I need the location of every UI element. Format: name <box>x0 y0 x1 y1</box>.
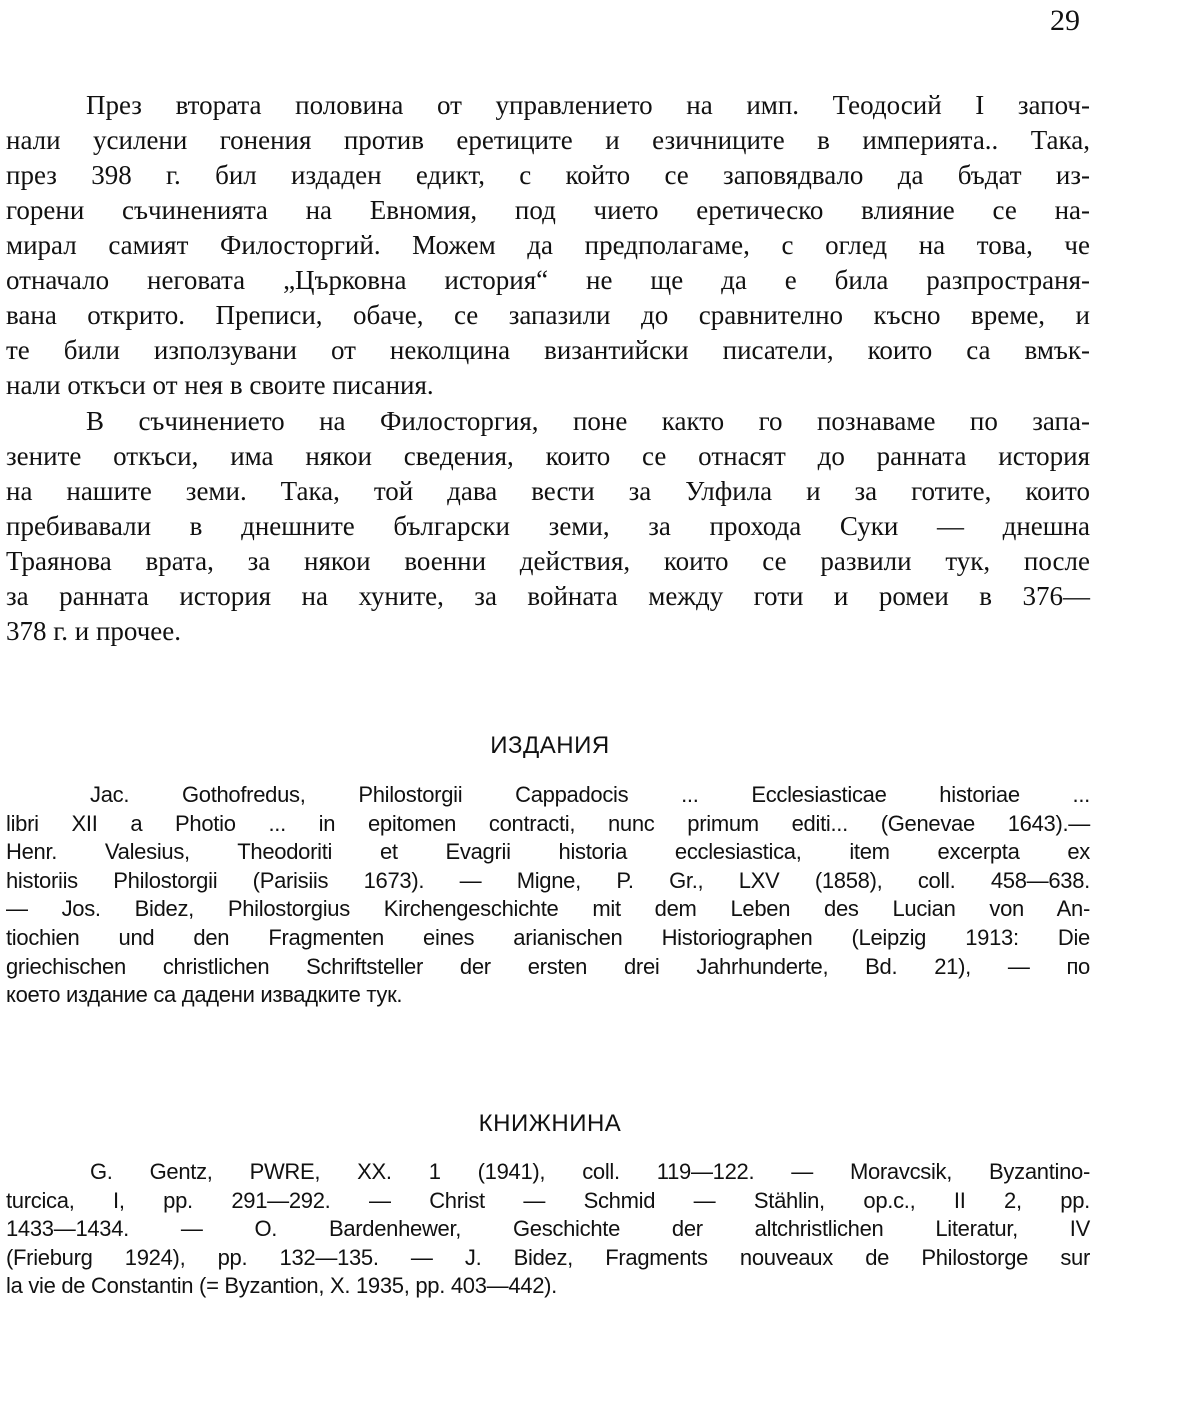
text-line: нали усилени гонения против еретиците и езичниците в империята.. Така, <box>6 125 1090 155</box>
text-line: вана открито. Преписи, обаче, се запазили до сравнително късно време, и <box>6 300 1090 330</box>
body-paragraph-1 <box>6 88 1090 403</box>
bib-line: tiochien und den Fragmenten eines arianischen Historiographen (Leipzig 1913: Die <box>6 924 1090 950</box>
editions-heading: ИЗДАНИЯ <box>490 732 610 759</box>
text-line: През втората половина от управлението на имп. Теодосий I започ- <box>86 90 1090 120</box>
body-paragraph-2 <box>6 404 1090 649</box>
bib-line: historiis Philostorgii (Parisiis 1673). — Migne, P. Gr., LXV (1858), coll. 458—638. <box>6 867 1090 893</box>
bib-line: turcica, I, pp. 291—292. — Christ — Schmid — Stählin, op.c., II 2, pp. <box>6 1187 1090 1213</box>
editions-list <box>6 781 1090 1010</box>
text-line: те били използувани от неколцина византийски писатели, които са вмък- <box>6 335 1090 365</box>
bib-line: което издание са дадени извадките тук. <box>6 982 403 1008</box>
bib-line: libri XII a Photio ... in epitomen contracti, nunc primum editi... (Genevae 1643).— <box>6 810 1090 836</box>
bib-line: griechischen christlichen Schriftsteller der ersten drei Jahrhunderte, Bd. 21), — по <box>6 953 1090 979</box>
literature-list <box>6 1158 1090 1301</box>
bib-line: (Frieburg 1924), pp. 132—135. — J. Bidez, Fragments nouveaux de Philostorge sur <box>6 1244 1090 1270</box>
text-line: за ранната история на хуните, за войната между готи и ромеи в 376— <box>6 581 1090 611</box>
text-line: отначало неговата „Църковна история“ не ще да е била разпространя- <box>6 265 1090 295</box>
text-line: през 398 г. бил издаден едикт, с който се заповядвало да бъдат из- <box>6 160 1090 190</box>
text-line: В съчинението на Филосторгия, поне както го познаваме по запа- <box>86 406 1090 436</box>
bib-line: G. Gentz, PWRE, XX. 1 (1941), coll. 119—122. — Moravcsik, Byzantino- <box>90 1159 1090 1184</box>
text-line: 378 г. и прочее. <box>6 616 182 646</box>
literature-heading: КНИЖНИНА <box>478 1110 622 1137</box>
text-line: горени съчиненията на Евномия, под чието еретическо влияние се на- <box>6 195 1090 225</box>
bib-line: 1433—1434. — O. Bardenhewer, Geschichte der altchristlichen Literatur, IV <box>6 1216 1090 1242</box>
text-line: Траянова врата, за някои военни действия, които се развили тук, после <box>6 546 1090 576</box>
text-line: нали откъси от нея в своите писания. <box>6 370 434 400</box>
bib-line: Henr. Valesius, Theodoriti et Evagrii historia ecclesiastica, item excerpta ex <box>6 839 1090 865</box>
bib-line: Jac. Gothofredus, Philostorgii Cappadocis ... Ecclesiasticae historiae ... <box>90 782 1090 807</box>
text-line: пребивавали в днешните български земи, за прохода Суки — днешна <box>6 511 1090 541</box>
bib-line: — Jos. Bidez, Philostorgius Kirchengeschichte mit dem Leben des Lucian von An- <box>6 896 1090 922</box>
text-line: на нашите земи. Така, той дава вести за Улфила и за готите, които <box>6 476 1090 506</box>
page-number: 29 <box>1050 4 1080 37</box>
text-line: мирал самият Филосторгий. Можем да предполагаме, с оглед на това, че <box>6 230 1090 260</box>
bib-line: la vie de Constantin (= Byzantion, X. 1935, pp. 403—442). <box>6 1273 557 1299</box>
text-line: зените откъси, има някои сведения, които се отнасят до ранната история <box>6 441 1090 471</box>
